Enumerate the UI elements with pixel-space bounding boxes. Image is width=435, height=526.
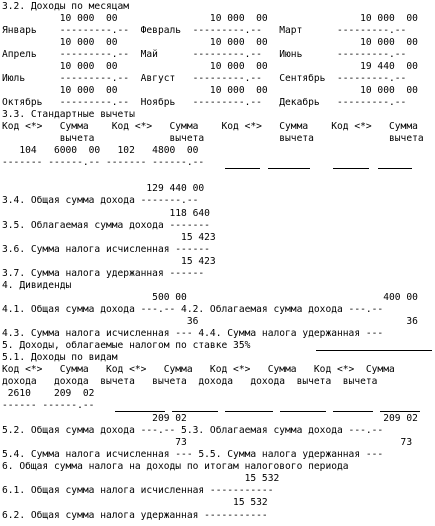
income-types-values: 2610 209 02 bbox=[2, 388, 95, 399]
item-6-1: 6.1. Общая сумма налога исчисленная ----------- bbox=[2, 485, 274, 496]
blank-line-e bbox=[333, 411, 373, 412]
blank-line-f bbox=[380, 411, 420, 412]
month-values-row-3: 10 000 00 10 000 00 19 440 00 bbox=[2, 61, 418, 72]
blank-line-a bbox=[115, 411, 165, 412]
section-6-heading: 6. Общая сумма налога на доходы по итогам налогового периода bbox=[2, 461, 349, 472]
blank-code-line-3 bbox=[225, 168, 260, 169]
deduction-header-1: Код <*> Сумма Код <*> Сумма Код <*> Сумма Код <*> Сумма bbox=[2, 121, 418, 132]
month-values-row-2: 10 000 00 10 000 00 10 000 00 bbox=[2, 37, 418, 48]
section-3-2-heading: 3.2. Доходы по месяцам bbox=[2, 1, 130, 12]
blank-line-c bbox=[225, 411, 273, 412]
total-tax-calculated-value: 15 532 bbox=[2, 473, 280, 484]
month-values-row-4: 10 000 00 10 000 00 10 000 00 bbox=[2, 85, 418, 96]
deduction-header-2: вычета вычета вычета вычета bbox=[2, 133, 424, 144]
tax-withheld-value: 15 423 bbox=[2, 256, 216, 267]
item-4-3-4-4: 4.3. Сумма налога исчисленная --- 4.4. Сумма налога удержанная --- bbox=[2, 328, 384, 339]
item-3-5-taxable-income: 3.5. Облагаемая сумма дохода ------- bbox=[2, 220, 210, 231]
month-labels-row-4: Октябрь ---------.-- Ноябрь ---------.-- Декабрь ---------.-- bbox=[2, 97, 407, 108]
item-3-4-total-income: 3.4. Общая сумма дохода -------.-- bbox=[2, 195, 199, 206]
section-4-heading: 4. Дивиденды bbox=[2, 280, 72, 291]
total-income-value: 129 440 00 bbox=[2, 183, 205, 194]
income-types-header-1: Код <*> Сумма Код <*> Сумма Код <*> Сумма Код <*> Сумма bbox=[2, 364, 395, 375]
blank-line-d bbox=[280, 411, 326, 412]
tax-calculated-value: 15 423 bbox=[2, 232, 216, 243]
item-5-2-5-3: 5.2. Общая сумма дохода ---.-- 5.3. Облагаемая сумма дохода ---.-- bbox=[2, 425, 384, 436]
total-tax-withheld-value: 15 532 bbox=[2, 497, 268, 508]
item-5-4-5-5: 5.4. Сумма налога исчисленная --- 5.5. Сумма налога удержанная --- bbox=[2, 449, 384, 460]
section-5-heading: 5. Доходы, облагаемые налогом по ставке 35% bbox=[2, 340, 251, 351]
deduction-dashes: ------- ------.-- ------- ------.-- bbox=[2, 157, 205, 168]
month-values-row-1: 10 000 00 10 000 00 10 000 00 bbox=[2, 13, 418, 24]
taxable-income-value: 118 640 bbox=[2, 208, 210, 219]
blank-sum-line-4 bbox=[378, 168, 412, 169]
month-labels-row-2: Апрель ---------.-- Май ---------.-- Июнь ---------.-- bbox=[2, 49, 407, 60]
item-3-7-tax-withheld: 3.7. Сумма налога удержанная ------ bbox=[2, 268, 205, 279]
section-5-1-heading: 5.1. Доходы по видам bbox=[2, 352, 118, 363]
item-6-2: 6.2. Общая сумма налога удержанная ----------- bbox=[2, 510, 268, 521]
rate-35-income-values: 209 02 209 02 bbox=[2, 413, 418, 424]
deduction-values: 104 6000 00 102 4800 00 bbox=[2, 145, 199, 156]
item-3-6-tax-calculated: 3.6. Сумма налога исчисленная ------ bbox=[2, 244, 210, 255]
blank-line-b bbox=[172, 411, 218, 412]
section-3-3-heading: 3.3. Стандартные вычеты bbox=[2, 109, 135, 120]
item-4-1-4-2: 4.1. Общая сумма дохода ---.-- 4.2. Облагаемая сумма дохода ---.-- bbox=[2, 304, 384, 315]
month-labels-row-1: Январь ---------.-- Февраль ---------.-- Март ---------.-- bbox=[2, 25, 407, 36]
income-types-dashes: ------ ------.-- bbox=[2, 400, 95, 411]
income-types-header-2: дохода дохода вычета вычета дохода дохода вычета вычета bbox=[2, 376, 378, 387]
blank-code-line-4 bbox=[333, 168, 369, 169]
month-labels-row-3: Июль ---------.-- Август ---------.-- Сентябрь ---------.-- bbox=[2, 73, 407, 84]
rate-35-blank-line bbox=[316, 350, 432, 351]
rate-35-tax-values: 73 73 bbox=[2, 437, 413, 448]
dividends-income-values: 500 00 400 00 bbox=[2, 292, 418, 303]
blank-sum-line-3 bbox=[268, 168, 310, 169]
dividends-tax-values: 36 36 bbox=[2, 316, 418, 327]
